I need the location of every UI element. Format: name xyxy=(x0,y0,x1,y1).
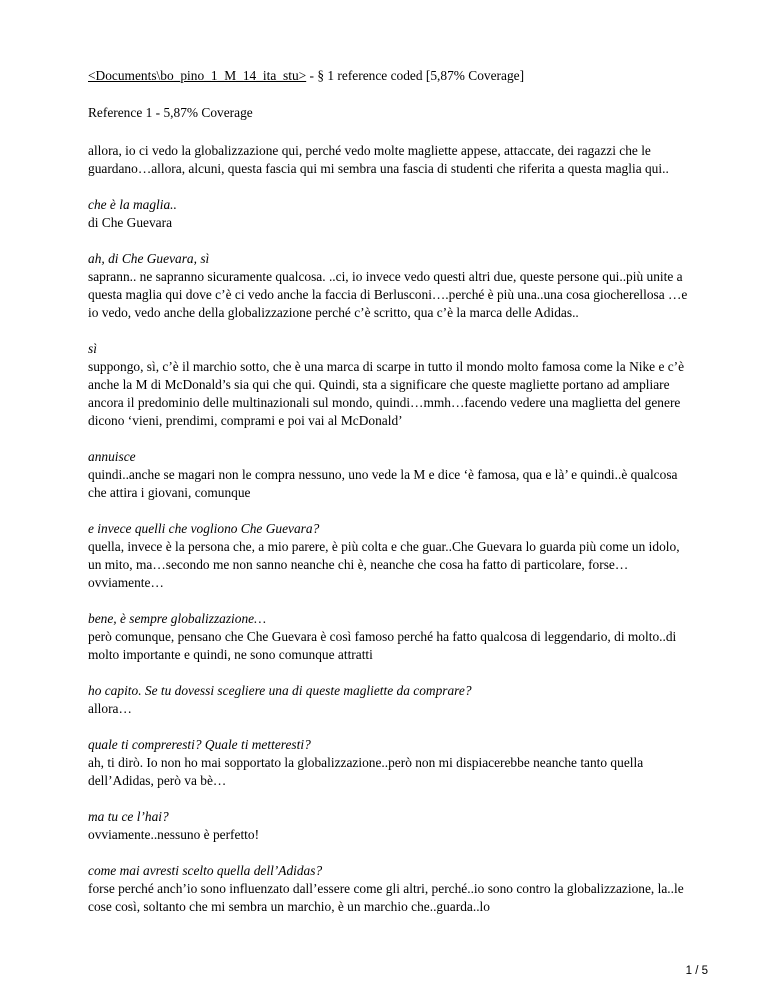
answer-text: allora… xyxy=(88,701,132,716)
coverage-summary: - § 1 reference coded [5,87% Coverage] xyxy=(306,68,525,83)
document-source-link[interactable]: <Documents\bo_pino_1_M_14_ita_stu> xyxy=(88,68,307,83)
answer-text: saprann.. ne sapranno sicuramente qualcosa. ..ci, io invece vedo questi altri due, queste persone qui..più unite a questa maglia qui dove c’è ci vedo anche la faccia di Berlusconi….perché è più una..una cosa giocherellosa …e io vedo, vedo anche della globalizzazione perché c’è scritto, qua c’è la marca delle Adidas.. xyxy=(88,269,688,320)
answer-text: ovviamente..nessuno è perfetto! xyxy=(88,827,260,842)
question-text: e invece quelli che vogliono Che Guevara? xyxy=(88,521,320,536)
transcript-block xyxy=(88,862,688,916)
transcript-block xyxy=(88,736,688,790)
question-text: come mai avresti scelto quella dell’Adidas? xyxy=(88,863,323,878)
transcript-block xyxy=(88,250,688,322)
transcript-block xyxy=(88,520,688,592)
answer-text: ah, ti dirò. Io non ho mai sopportato la globalizzazione..però non mi dispiacerebbe neanche tanto quella dell’Adidas, però va bè… xyxy=(88,755,644,788)
answer-text: forse perché anch’io sono influenzato dall’essere come gli altri, perché..io sono contro la globalizzazione, la..le cose così, soltanto che mi sembra un marchio, è un marchio che..guarda..lo xyxy=(88,881,684,914)
transcript-block xyxy=(88,142,688,178)
transcript-block xyxy=(88,682,688,718)
answer-text: suppongo, sì, c’è il marchio sotto, che è una marca di scarpe in tutto il mondo molto famosa come la Nike e c’è anche la M di McDonald’s sia qui che qui. Quindi, sta a significare che queste magliette portano ad ampliare ancora il predominio delle multinazionali sul mondo, quindi…mmh…facendo vedere una maglietta del genere dicono ‘vieni, prendimi, comprami e poi vai al McDonald’ xyxy=(88,359,685,428)
question-text: sì xyxy=(88,341,97,356)
question-text: ho capito. Se tu dovessi scegliere una di queste magliette da comprare? xyxy=(88,683,472,698)
question-text: bene, è sempre globalizzazione… xyxy=(88,611,267,626)
document-page xyxy=(88,67,688,934)
document-header xyxy=(88,67,688,85)
answer-text: di Che Guevara xyxy=(88,215,173,230)
question-text: ah, di Che Guevara, sì xyxy=(88,251,210,266)
transcript-block xyxy=(88,808,688,844)
answer-text: quindi..anche se magari non le compra nessuno, uno vede la M e dice ‘è famosa, qua e là’ e quindi..è qualcosa che attira i giovani, comunque xyxy=(88,467,678,500)
transcript-block xyxy=(88,448,688,502)
transcript-block xyxy=(88,610,688,664)
reference-title: Reference 1 - 5,87% Coverage xyxy=(88,105,253,120)
question-text: ma tu ce l’hai? xyxy=(88,809,169,824)
transcript-block xyxy=(88,340,688,430)
answer-text: allora, io ci vedo la globalizzazione qui, perché vedo molte magliette appese, attaccate, dei ragazzi che le guardano…allora, alcuni, questa fascia qui mi sembra una fascia di studenti che riferita a questa maglia qui.. xyxy=(88,143,669,176)
transcript-block xyxy=(88,196,688,232)
question-text: che è la maglia.. xyxy=(88,197,177,212)
question-text: annuisce xyxy=(88,449,136,464)
answer-text: però comunque, pensano che Che Guevara è così famoso perché ha fatto qualcosa di leggendario, di molto..di molto importante e quindi, ne sono comunque attratti xyxy=(88,629,677,662)
answer-text: quella, invece è la persona che, a mio parere, è più colta e che guar..Che Guevara lo guarda più come un idolo, un mito, ma…secondo me non sanno neanche chi è, neanche che cosa ha fatto di particolare, forse…ovviamente… xyxy=(88,539,680,590)
page-number: 1 / 5 xyxy=(685,965,708,977)
question-text: quale ti compreresti? Quale ti metteresti? xyxy=(88,737,311,752)
